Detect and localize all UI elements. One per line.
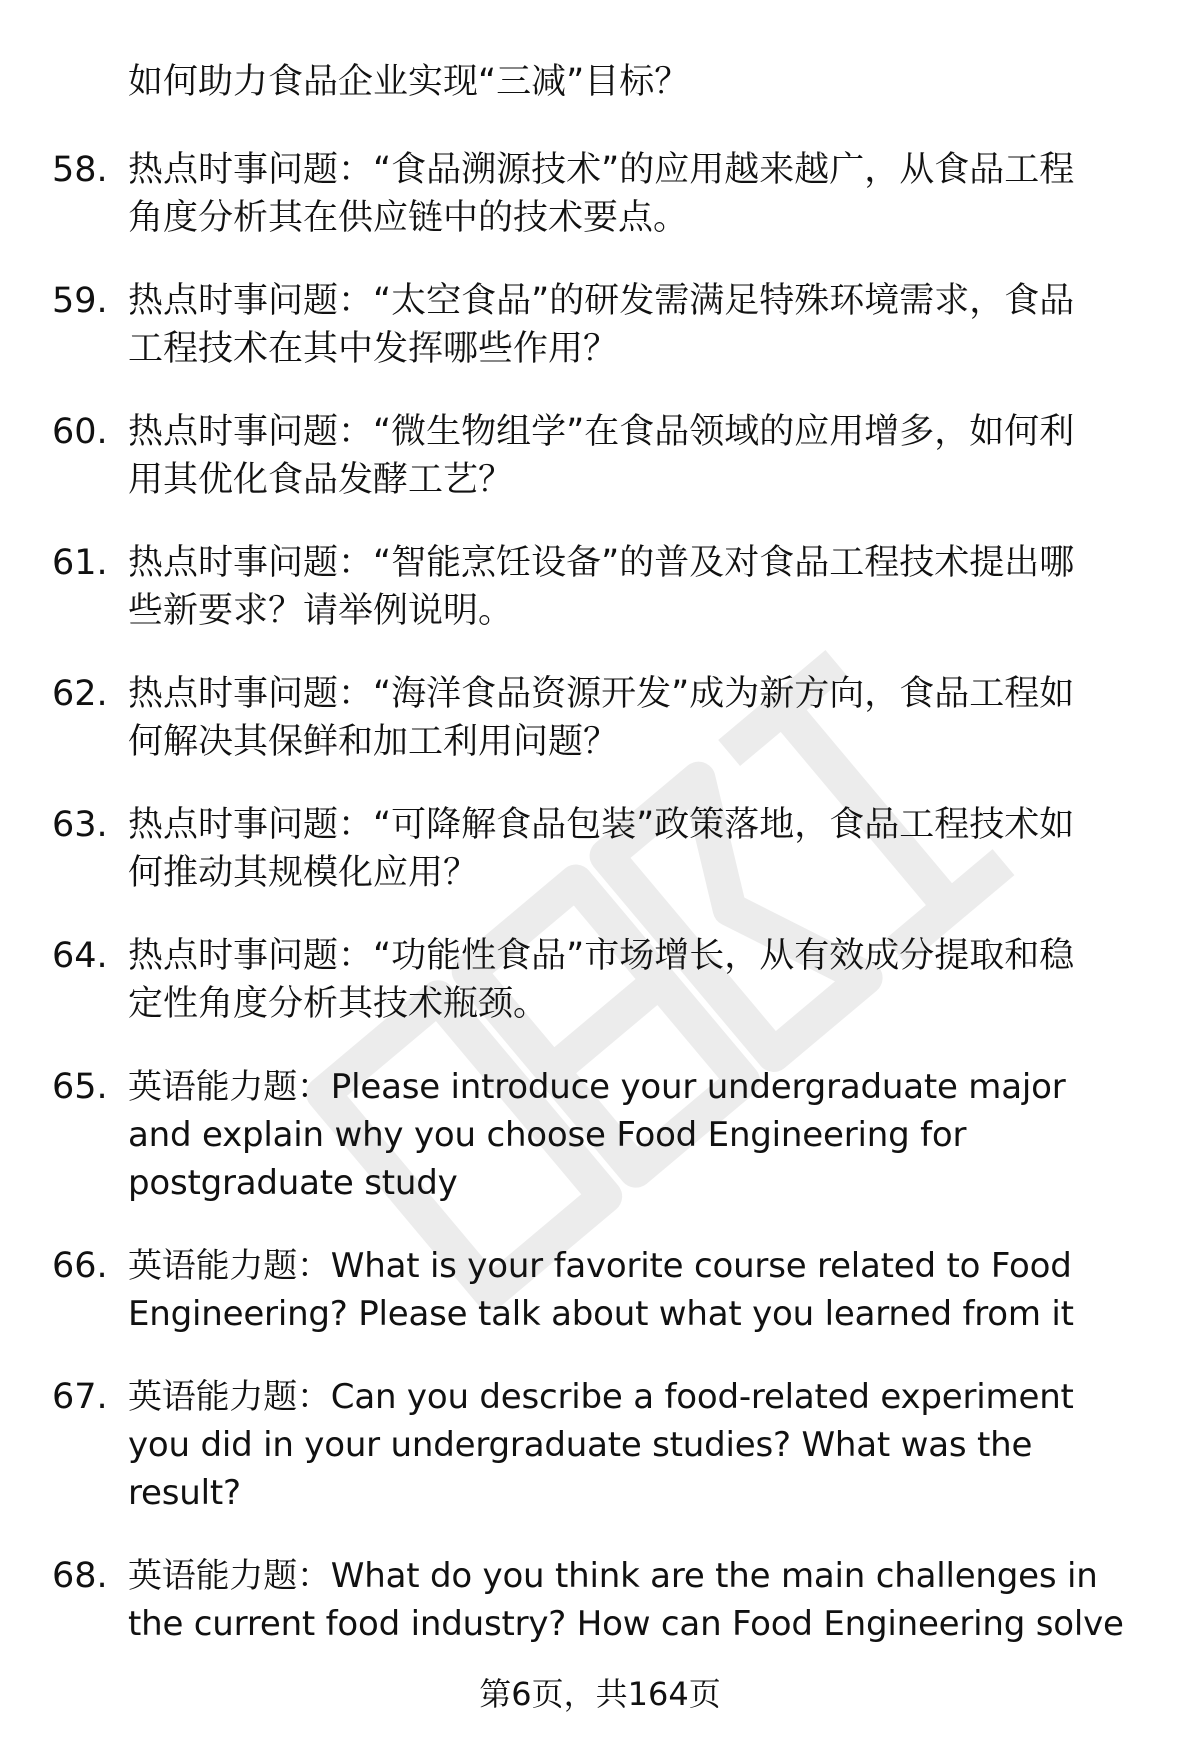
question-line: the current food industry? How can Food Engineering solve [128, 1604, 1124, 1644]
question-item [52, 932, 1162, 1028]
question-line: 热点时事问题：“海洋食品资源开发”成为新方向，食品工程如 [128, 674, 1075, 714]
question-item [52, 539, 1162, 635]
question-item [52, 670, 1162, 766]
question-line: Engineering? Please talk about what you learned from it [128, 1294, 1074, 1334]
question-line: 英语能力题：What is your favorite course related to Food [128, 1246, 1072, 1286]
question-line: 热点时事问题：“可降解食品包装”政策落地，食品工程技术如 [128, 805, 1075, 845]
question-text [128, 1063, 1162, 1207]
question-text [128, 801, 1162, 897]
question-number: 68. [52, 1556, 108, 1596]
question-line: 何解决其保鲜和加工利用问题？ [128, 722, 619, 762]
question-number: 58. [52, 150, 108, 190]
question-text [128, 277, 1162, 373]
continuation-text: 如何助力食品企业实现“三减”目标？ [128, 62, 690, 102]
question-line: you did in your undergraduate studies? What was the [128, 1425, 1033, 1465]
question-text [128, 408, 1162, 504]
question-line: 工程技术在其中发挥哪些作用？ [128, 329, 619, 369]
question-number: 63. [52, 805, 108, 845]
question-text [128, 670, 1162, 766]
question-item [52, 408, 1162, 504]
question-text [128, 146, 1162, 242]
question-text [128, 539, 1162, 635]
question-line: 英语能力题：Please introduce your undergraduate major [128, 1067, 1066, 1107]
question-text [128, 1242, 1162, 1338]
question-line: 英语能力题：What do you think are the main challenges in [128, 1556, 1098, 1596]
question-number: 67. [52, 1377, 108, 1417]
question-line: 热点时事问题：“微生物组学”在食品领域的应用增多，如何利 [128, 412, 1075, 452]
question-item [52, 1552, 1162, 1648]
question-line: 热点时事问题：“食品溯源技术”的应用越来越广，从食品工程 [128, 150, 1075, 190]
question-item [52, 277, 1162, 373]
question-item [52, 801, 1162, 897]
question-line: 热点时事问题：“功能性食品”市场增长，从有效成分提取和稳 [128, 936, 1075, 976]
question-number: 64. [52, 936, 108, 976]
page-indicator: 第6页，共164页 [479, 1675, 721, 1713]
question-line: result? [128, 1473, 241, 1513]
question-item [52, 1242, 1162, 1338]
question-item [52, 1373, 1162, 1517]
question-item [52, 1063, 1162, 1207]
question-line: 热点时事问题：“太空食品”的研发需满足特殊环境需求，食品 [128, 281, 1075, 321]
question-line: 英语能力题：Can you describe a food-related experiment [128, 1377, 1074, 1417]
question-line: 角度分析其在供应链中的技术要点。 [128, 198, 689, 238]
question-line: 些新要求？请举例说明。 [128, 591, 514, 631]
question-number: 62. [52, 674, 108, 714]
question-text [128, 932, 1162, 1028]
question-number: 60. [52, 412, 108, 452]
question-line: 何推动其规模化应用？ [128, 853, 479, 893]
question-item [52, 146, 1162, 242]
question-number: 61. [52, 543, 108, 583]
question-number: 59. [52, 281, 108, 321]
question-list [52, 146, 1162, 1648]
question-number: 66. [52, 1246, 108, 1286]
question-line: 定性角度分析其技术瓶颈。 [128, 984, 549, 1024]
question-line: postgraduate study [128, 1163, 458, 1203]
question-text [128, 1373, 1162, 1517]
question-line: and explain why you choose Food Engineering for [128, 1115, 967, 1155]
question-line: 用其优化食品发酵工艺？ [128, 460, 514, 500]
question-number: 65. [52, 1067, 108, 1107]
question-text [128, 1552, 1162, 1648]
question-line: 热点时事问题：“智能烹饪设备”的普及对食品工程技术提出哪 [128, 543, 1075, 583]
